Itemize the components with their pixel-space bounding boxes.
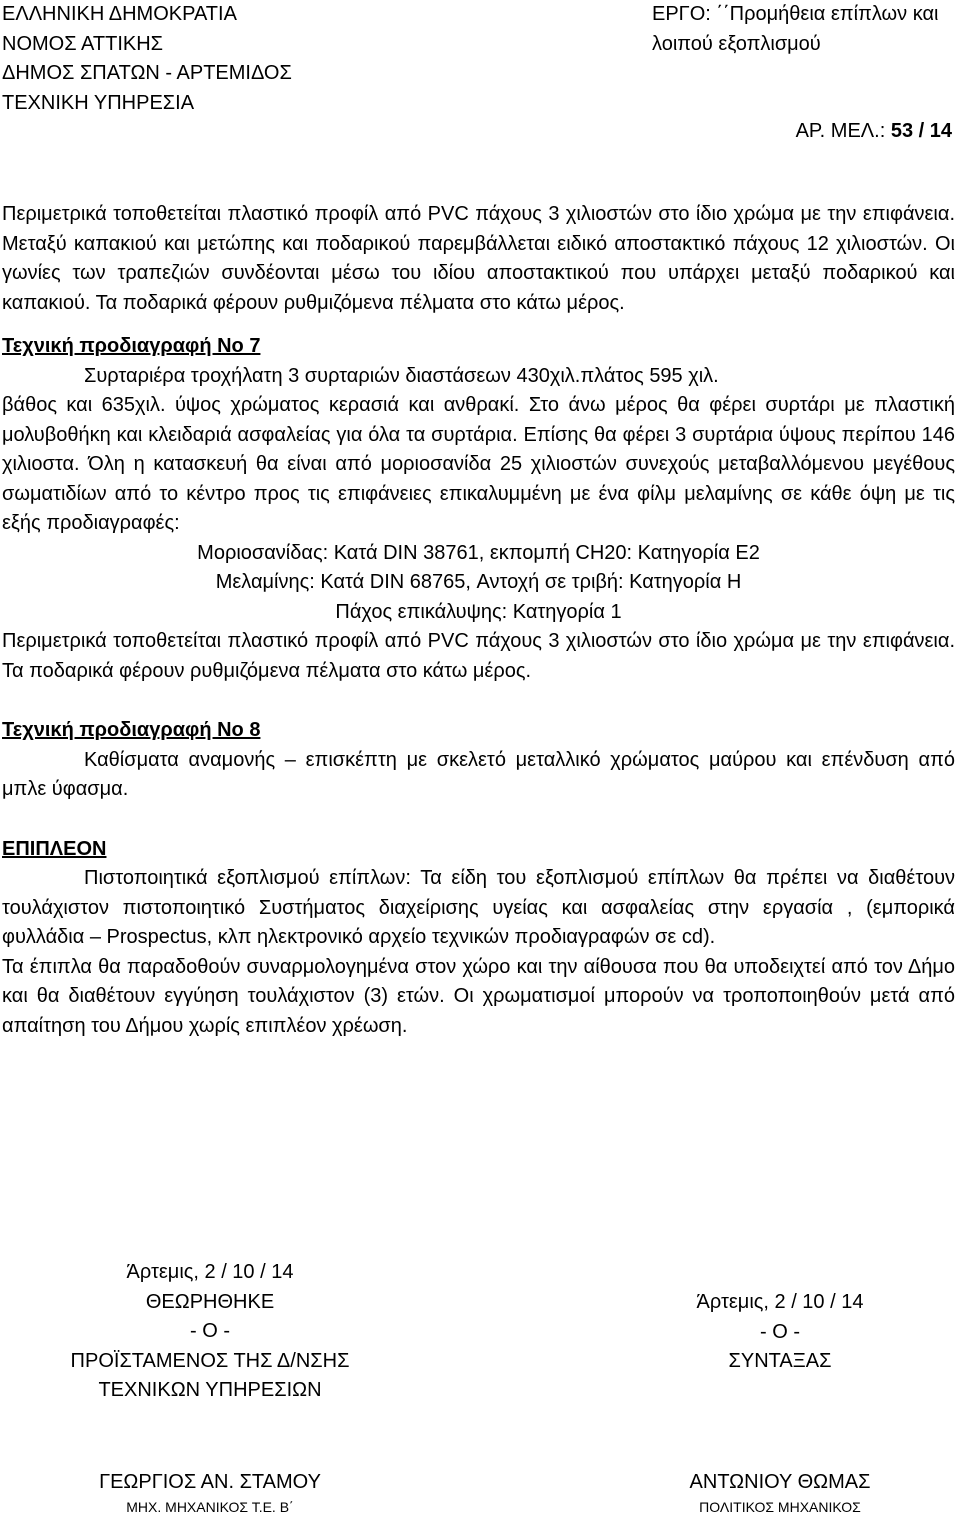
protocol-value: 53 / 14 xyxy=(890,120,952,142)
signature-space xyxy=(20,1406,400,1468)
approval-mark: - Ο - xyxy=(190,1320,230,1342)
spec8-paragraph: Καθίσματα αναμονής – επισκέπτη με σκελετό μεταλλικό χρώματος μαύρου και επένδυση από μπλε ύφασμα. xyxy=(2,748,955,800)
header-left xyxy=(2,0,292,118)
compiled-date: Άρτεμις, 2 / 10 / 14 xyxy=(696,1291,864,1313)
signature-approved xyxy=(20,1258,400,1517)
spec8-heading: Τεχνική προδιαγραφή Νο 8 xyxy=(2,719,261,741)
spec7-item-chipboard: Μοριοσανίδας: Κατά DIN 38761, εκπομπή CH20: Κατηγορία Ε2 xyxy=(197,541,760,564)
approver-role-line2: ΤΕΧΝΙΚΩΝ ΥΠΗΡΕΣΙΩΝ xyxy=(98,1379,322,1401)
spacer xyxy=(2,805,955,835)
protocol-number xyxy=(796,117,952,147)
spacer xyxy=(2,318,955,332)
header-country: ΕΛΛΗΝΙΚΗ ΔΗΜΟΚΡΑΤΙΑ xyxy=(2,3,237,25)
approval-status: ΘΕΩΡΗΘΗΚΕ xyxy=(145,1290,275,1313)
spec7-closing: Περιμετρικά τοποθετείται πλαστικό προφίλ από PVC πάχους 3 χιλιοστών στο ίδιο χρώμα με την επιφάνεια. Τα ποδαρικά φέρουν ρυθμιζόμενα πέλματα στο κάτω μέρος. xyxy=(2,630,955,682)
approver-title: ΜΗΧ. ΜΗΧΑΝΙΚΟΣ Τ.Ε. Β΄ xyxy=(126,1499,294,1515)
spec7-first-line: Συρταριέρα τροχήλατη 3 συρταριών διαστάσεων 430χιλ.πλάτος 595 χιλ. xyxy=(84,364,719,387)
protocol-label: ΑΡ. ΜΕΛ.: xyxy=(795,120,891,142)
approver-name: ΓΕΩΡΓΙΟΣ ΑΝ. ΣΤΑΜΟΥ xyxy=(99,1470,321,1493)
spec7-paragraph: βάθος και 635χιλ. ύψος χρώματος κερασιά και ανθρακί. Στο άνω μέρος θα φέρει συρτάρι με πλαστική μολυβοθήκη και κλειδαριά ασφαλείας για όλα τα συρτάρια. Επίσης θα φέρει 3 συρτάρια ύψους περίπου 146 χιλιοστα. Όλη η κατασκευή θα είναι από μοριοσανίδα 25 χιλιοστών συνεχούς μεταβαλλόμενου μεγέθους σωματιδίων από το κέντρο προς τις επιφάνειες επικαλυμμένη με ένα φίλμ μελαμίνης σε κάθε όψη με τις εξής προδιαγραφές: xyxy=(2,394,955,534)
header-prefecture: ΝΟΜΟΣ ΑΤΤΙΚΗΣ xyxy=(2,32,164,55)
project-title-line1: ΕΡΓΟ: ΄΄Προμήθεια επίπλων και xyxy=(652,3,939,25)
header-department: ΤΕΧΝΙΚΗ ΥΠΗΡΕΣΙΑ xyxy=(2,91,195,114)
approver-role-line1: ΠΡΟΪΣΤΑΜΕΝΟΣ ΤΗΣ Δ/ΝΣΗΣ xyxy=(70,1349,350,1372)
extra-heading: ΕΠΙΠΛΕΟΝ xyxy=(2,837,107,860)
extra-certificates: Πιστοποιητικά εξοπλισμού επίπλων: Τα είδη του εξοπλισμού επίπλων θα πρέπει να διαθέτουν τουλάχιστον πιστοποιητικό Συστήματος διαχείρισης υγείας και ασφαλείας στην εργασία , (εμπορικά φυλλάδια – Prospectus, κλπ ηλεκτρονικό αρχείο τεχνικών προδιαγραφών σε cd). xyxy=(2,867,955,948)
document-body xyxy=(2,200,955,1041)
header-municipality: ΔΗΜΟΣ ΣΠΑΤΩΝ - ΑΡΤΕΜΙΔΟΣ xyxy=(2,62,292,84)
approval-date: Άρτεμις, 2 / 10 / 14 xyxy=(126,1261,294,1283)
signature-space xyxy=(590,1377,960,1468)
compiler-name: ΑΝΤΩΝΙΟΥ ΘΩΜΑΣ xyxy=(689,1470,871,1493)
compiler-title: ΠΟΛΙΤΙΚΟΣ ΜΗΧΑΝΙΚΟΣ xyxy=(699,1499,861,1515)
signature-compiled xyxy=(590,1288,960,1517)
spec7-heading: Τεχνική προδιαγραφή Νο 7 xyxy=(2,335,261,357)
spec7-item-melamine: Μελαμίνης: Κατά DIN 68765, Αντοχή σε τριβή: Κατηγορία Η xyxy=(215,571,742,593)
spec7-item-coating: Πάχος επικάλυψης: Κατηγορία 1 xyxy=(335,600,622,623)
intro-paragraph: Περιμετρικά τοποθετείται πλαστικό προφίλ από PVC πάχους 3 χιλιοστών στο ίδιο χρώμα με την επιφάνεια. Μεταξύ καπακιού και μετώπης και ποδαρικού παρεμβάλλεται ειδικό αποστακτικό πάχους 12 χιλιοστών. Οι γωνίες των τραπεζιών συνδέονται μέσω του ιδίου αποστακτικού που υπάρχει μεταξύ ποδαρικού και καπακιού. Τα ποδαρικά φέρουν ρυθμιζόμενα πέλματα στο κάτω μέρος. xyxy=(2,203,955,314)
extra-delivery: Τα έπιπλα θα παραδοθούν συναρμολογημένα στον χώρο και την αίθουσα που θα υποδειχτεί από τον Δήμο και θα διαθέτουν εγγύηση τουλάχιστον (3) ετών. Οι χρωματισμοί μπορούν να τροποποιηθούν μετά από απαίτηση του Δήμου χωρίς επιπλέον χρέωση. xyxy=(2,955,955,1037)
spacer xyxy=(2,686,955,716)
compiled-mark: - Ο - xyxy=(760,1320,800,1343)
header-right xyxy=(652,0,938,59)
compiler-role: ΣΥΝΤΑΞΑΣ xyxy=(728,1350,832,1372)
project-title-line2: λοιπού εξοπλισμού xyxy=(652,32,821,55)
